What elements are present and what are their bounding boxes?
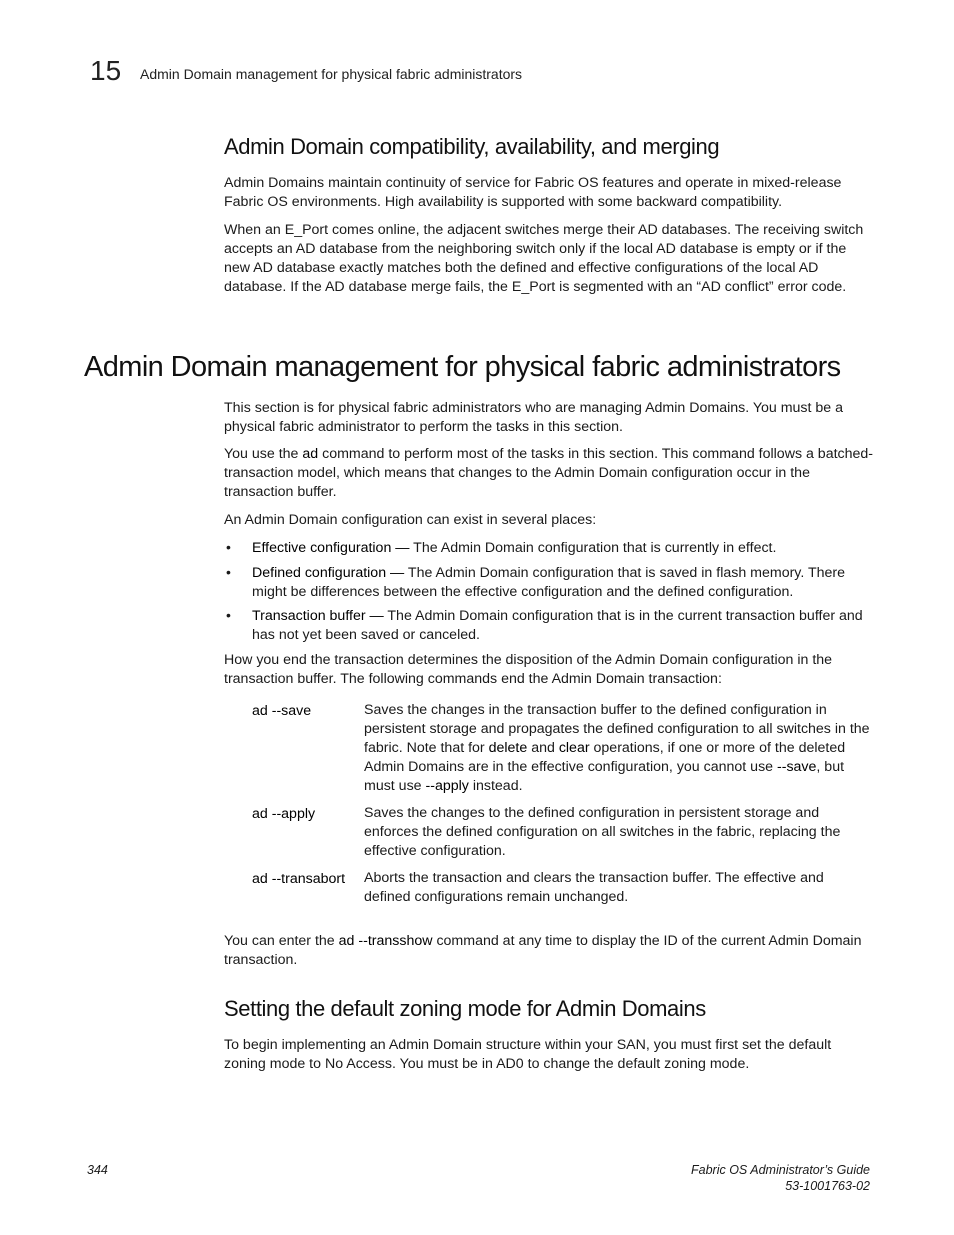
list-item: Effective configuration — The Admin Domain configuration that is currently in effect. <box>252 540 777 556</box>
page-number: 344 <box>87 1163 108 1177</box>
command-ad: ad <box>302 446 319 462</box>
command-description: Saves the changes in the transaction buffer to the defined configuration in persistent storage and propagates the defined configuration to all switches in the fabric. Note that for delete and clear operations, if one or more of the deleted Admin Domains are in the effective configuration, you cannot use --save, but must use --apply instead. <box>364 702 870 794</box>
command-description: Saves the changes to the defined configuration in persistent storage and enforces the defined configuration on all switches in the fabric, replacing the effective configuration. <box>364 805 841 859</box>
paragraph: To begin implementing an Admin Domain structure within your SAN, you must first set the default zoning mode to No Access. You must be in AD0 to change the default zoning mode. <box>224 1037 832 1072</box>
list-item: Defined configuration — The Admin Domain configuration that is saved in flash memory. There might be differences between the effective configuration and the defined configuration. <box>252 565 846 600</box>
paragraph: This section is for physical fabric administrators who are managing Admin Domains. You must be a physical fabric administrator to perform the tasks in this section. <box>224 400 844 435</box>
bullet-icon: • <box>226 539 231 555</box>
command-term: ad --transabort <box>252 871 346 887</box>
paragraph: How you end the transaction determines the disposition of the Admin Domain configuration in the transaction buffer. The following commands end the Admin Domain transaction: <box>224 652 833 687</box>
section-heading-management: Admin Domain management for physical fabric administrators <box>84 351 841 383</box>
command-term: ad --save <box>252 703 312 719</box>
section-heading-default-zoning: Setting the default zoning mode for Admin Domains <box>224 996 706 1021</box>
paragraph: When an E_Port comes online, the adjacent switches merge their AD databases. The receiving switch accepts an AD database from the neighboring switch only if the local AD database is empty or if the new AD database exactly matches both the defined and effective configurations of the local AD database. If the AD database merge fails, the E_Port is segmented with an “AD conflict” error code. <box>224 222 864 295</box>
running-header-title: Admin Domain management for physical fabric administrators <box>140 66 523 82</box>
command-term: ad --apply <box>252 806 316 822</box>
section-heading-compatibility: Admin Domain compatibility, availability, and merging <box>224 134 720 159</box>
paragraph: Admin Domains maintain continuity of service for Fabric OS features and operate in mixed-release Fabric OS environments. High availability is supported with some backward compatibility. <box>224 175 842 210</box>
footer-doc-info <box>691 1162 870 1194</box>
bullet-icon: • <box>226 564 231 580</box>
paragraph: An Admin Domain configuration can exist in several places: <box>224 512 597 528</box>
paragraph: You can enter the ad --transshow command at any time to display the ID of the current Admin Domain transaction. <box>224 933 862 968</box>
command-ad-transshow: ad --transshow <box>338 933 433 949</box>
list-item: Transaction buffer — The Admin Domain configuration that is in the current transaction buffer and has not yet been saved or canceled. <box>252 608 863 643</box>
doc-number: 53-1001763-02 <box>785 1179 870 1193</box>
chapter-number: 15 <box>90 55 122 86</box>
paragraph: You use the ad command to perform most of the tasks in this section. This command follows a batched-transaction model, which means that changes to the Admin Domain configuration occur in the transaction buffer. <box>224 446 874 500</box>
command-description: Aborts the transaction and clears the transaction buffer. The effective and defined configurations remain unchanged. <box>364 870 824 905</box>
bullet-icon: • <box>226 607 231 623</box>
guide-title: Fabric OS Administrator’s Guide <box>691 1163 870 1177</box>
